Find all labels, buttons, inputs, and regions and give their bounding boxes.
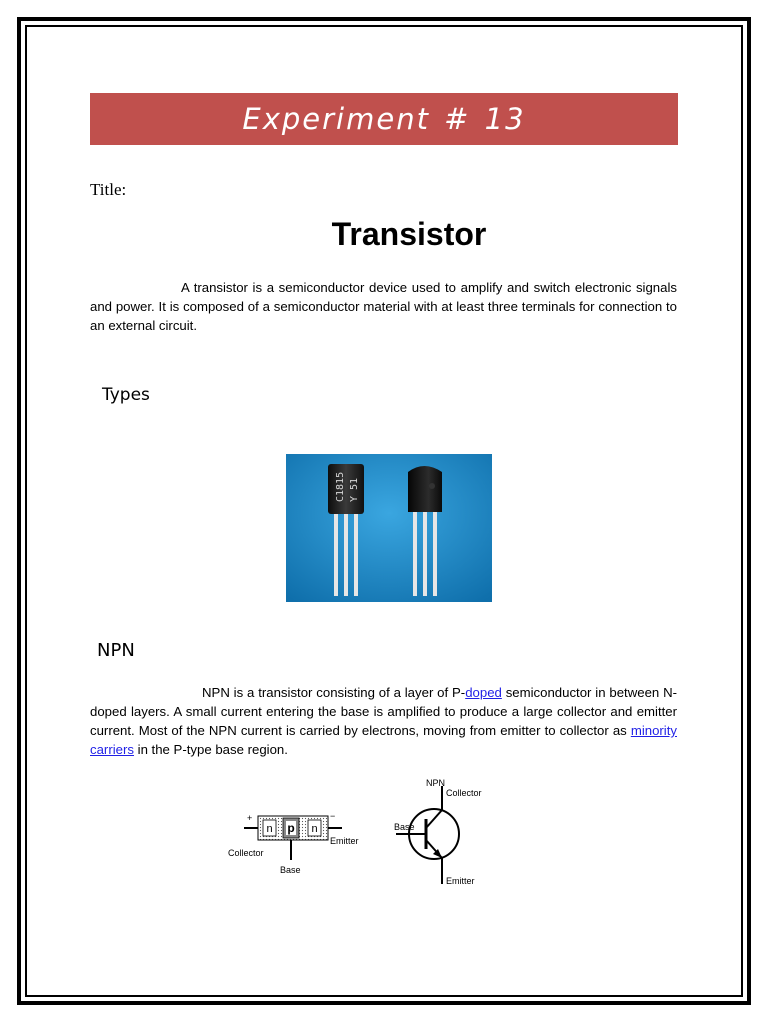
symbol-base-label: Base	[394, 822, 415, 832]
plus-sign: +	[247, 813, 253, 823]
symbol-collector-label: Collector	[446, 788, 482, 798]
layer-n-left: n	[266, 823, 273, 835]
npn-text-3: in the P-type base region.	[133, 742, 288, 757]
npn-text-1: NPN is a transistor consisting of a layer of P-	[202, 685, 466, 700]
marking-c1815: C1815	[335, 471, 346, 502]
marking-y51: Y 51	[349, 477, 360, 502]
npn-heading: NPN	[97, 640, 135, 661]
symbol-emitter-label: Emitter	[446, 876, 475, 886]
banner-text: Experiment # 13	[242, 102, 526, 136]
emitter-label: Emitter	[330, 836, 359, 846]
transistor-body-right	[408, 466, 442, 512]
intro-text: A transistor is a semiconductor device used to amplify and switch electronic signals and power. It is composed of a semiconductor material with at least three terminals for connection to an external circuit.	[90, 280, 677, 333]
base-label: Base	[280, 865, 301, 875]
npn-text-2: semiconductor in between N-doped layers. A small current entering the base is amplified to produce a large collector and emitter current. Most of the NPN current is carried by electrons, moving from emitter to collector as	[90, 685, 677, 738]
layer-n-right: n	[311, 823, 318, 835]
page-title: Transistor	[331, 216, 487, 252]
transistor-photo	[286, 454, 492, 602]
collector-label: Collector	[228, 848, 264, 858]
npn-diagram	[226, 772, 496, 892]
symbol-npn-label: NPN	[426, 778, 446, 788]
minority-carriers-link[interactable]: minority carriers	[90, 723, 677, 757]
experiment-banner	[90, 93, 678, 145]
npn-paragraph	[90, 683, 677, 759]
types-heading: Types	[102, 385, 150, 405]
intro-paragraph	[90, 278, 677, 335]
title-label: Title:	[90, 180, 127, 199]
doped-link[interactable]: doped	[465, 685, 502, 700]
minus-sign: −	[330, 811, 336, 821]
layer-p: p	[287, 821, 295, 835]
